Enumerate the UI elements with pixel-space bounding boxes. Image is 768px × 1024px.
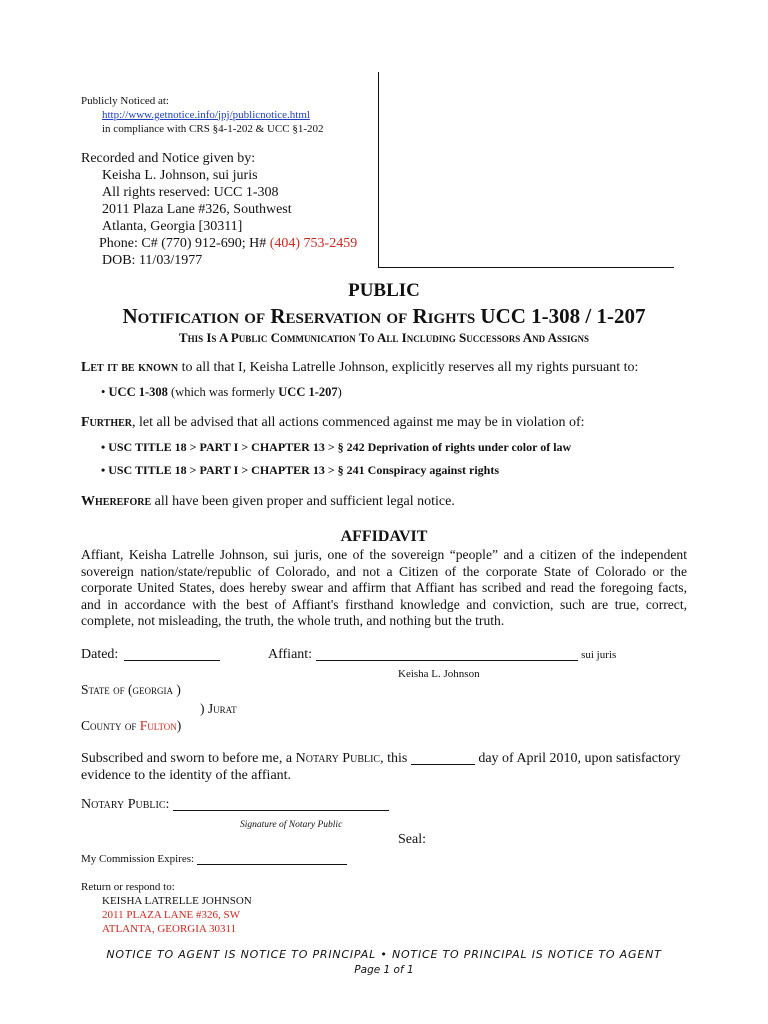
county-row: [81, 718, 181, 734]
recorded-name: Keisha L. Johnson, sui juris: [102, 168, 258, 183]
sworn-text-a: Subscribed and sworn to before me, a: [81, 751, 296, 766]
return-label: Return or respond to:: [81, 881, 175, 893]
recorded-block: [81, 150, 357, 269]
affiant-signature-line[interactable]: [316, 648, 578, 661]
wherefore-paragraph: [81, 494, 455, 510]
further-lead: Further: [81, 415, 132, 430]
further-item-1: [101, 440, 571, 455]
sworn-notary: Notary Public: [295, 751, 381, 766]
seal-label: Seal:: [398, 832, 426, 847]
further-item-2: [101, 463, 499, 478]
county-value: Fulton: [139, 718, 177, 733]
notice-url-suffix[interactable]: /publicnotice.html: [229, 109, 310, 121]
let-known-text: to all that I, Keisha Latrelle Johnson, explicitly reserves all my rights pursuant to:: [178, 360, 639, 375]
recorded-street: 2011 Plaza Lane #326, Southwest: [102, 202, 292, 217]
commission-label: My Commission Expires:: [81, 853, 195, 865]
title-subtitle: This Is A Public Communication To All Including Successors And Assigns: [178, 330, 590, 345]
commission-line[interactable]: [197, 853, 347, 865]
further-item-text: USC TITLE 18 > PART I > CHAPTER 13 > § 242 Deprivation of rights under color of law: [108, 440, 572, 454]
recording-box-vertical-line: [378, 72, 379, 268]
recorded-dob: DOB: 11/03/1977: [102, 253, 203, 268]
notary-row: [81, 797, 389, 813]
sworn-paragraph: [81, 750, 689, 784]
dated-label: Dated:: [81, 647, 119, 662]
sworn-day-line[interactable]: [411, 752, 475, 765]
further-paragraph: [81, 415, 585, 431]
signer-name: Keisha L. Johnson: [398, 668, 480, 680]
notary-label: Notary Public:: [81, 797, 170, 812]
recorded-phone-prefix: Phone: C# (770) 912-690; H#: [99, 236, 270, 251]
publicly-noticed-block: [81, 94, 324, 136]
page-number: Page 1 of 1: [354, 964, 414, 976]
notice-url[interactable]: [81, 108, 324, 122]
return-name: KEISHA LATRELLE JOHNSON: [102, 895, 252, 907]
recorded-rights: All rights reserved: UCC 1-308: [102, 185, 279, 200]
publicly-noticed-label: Publicly Noticed at:: [81, 95, 169, 107]
recorded-label: Recorded and Notice given by:: [81, 151, 256, 166]
title-public: PUBLIC: [348, 280, 420, 301]
recorded-phone-home: (404) 753-2459: [269, 236, 358, 251]
sui-juris-label: sui juris: [581, 649, 617, 661]
compliance-text: in compliance with CRS §4-1-202 & UCC §1-202: [102, 123, 324, 135]
notice-url-prefix[interactable]: http://www.getnotice.info/: [102, 109, 218, 121]
let-known-lead: Let it be known: [81, 360, 179, 375]
return-city: ATLANTA, GEORGIA 30311: [102, 923, 237, 935]
bullet-dot: •: [101, 440, 109, 454]
bullet-dot: •: [101, 385, 109, 399]
notary-signature-line[interactable]: [173, 798, 389, 811]
footer-notice: NOTICE TO AGENT IS NOTICE TO PRINCIPAL • NOTICE TO PRINCIPAL IS NOTICE TO AGENT: [106, 948, 662, 961]
bullet-dot: •: [101, 463, 109, 477]
jurat-label: ) Jurat: [200, 701, 237, 716]
affiant-row: [268, 647, 616, 663]
wherefore-lead: Wherefore: [81, 494, 152, 509]
notary-signature-caption: Signature of Notary Public: [240, 820, 343, 830]
let-known-paragraph: [81, 360, 638, 376]
further-item-text: USC TITLE 18 > PART I > CHAPTER 13 > § 241 Conspiracy against rights: [108, 463, 500, 477]
title-main: Notification of Reservation of Rights UCC 1-308 / 1-207: [122, 304, 646, 328]
recorded-phone: [81, 235, 357, 252]
affidavit-text: Affiant, Keisha Latrelle Johnson, sui juris, one of the sovereign “people” and a citizen of the independent sovereign nation/state/republic of Colorado, and not a Citizen of the corporate State of Colorado or the corporate United States, does hereby swear and affirm that Affiant has scribed and read the foregoing facts, and in accordance with the best of Affiant's firsthand knowledge and conviction, such are true, correct, complete, not misleading, the truth, the whole truth, and nothing but the truth.: [81, 547, 687, 628]
state-row: [81, 682, 181, 698]
further-text: , let all be advised that all actions commenced against me may be in violation of:: [131, 415, 585, 430]
sworn-text-b: , this: [380, 751, 411, 766]
state-value: (georgia ): [124, 682, 181, 697]
bullet-mid: (which was formerly: [167, 385, 279, 399]
dated-line[interactable]: [124, 648, 220, 661]
county-end: ): [176, 718, 182, 733]
state-prefix: State of: [81, 682, 125, 697]
county-prefix: County of: [81, 718, 140, 733]
let-known-bullet: [101, 385, 342, 400]
bullet-end: ): [337, 385, 342, 399]
wherefore-text: all have been given proper and sufficient legal notice.: [151, 494, 455, 509]
dated-row: [81, 647, 220, 663]
affidavit-heading: AFFIDAVIT: [340, 528, 428, 545]
sworn-text-c: day of April 2010, upon satisfactory evidence to the identity of the affiant.: [81, 751, 681, 783]
recorded-city: Atlanta, Georgia [30311]: [102, 219, 243, 234]
recording-box-horizontal-line: [378, 267, 674, 268]
return-block: [81, 880, 252, 936]
bullet-ucc-1207: UCC 1-207: [278, 385, 338, 399]
affiant-label: Affiant:: [268, 647, 313, 662]
return-street: 2011 PLAZA LANE #326, SW: [102, 909, 241, 921]
notice-url-mid[interactable]: jpj: [218, 109, 230, 121]
commission-row: [81, 852, 347, 866]
bullet-ucc-1308: UCC 1-308: [108, 385, 168, 399]
